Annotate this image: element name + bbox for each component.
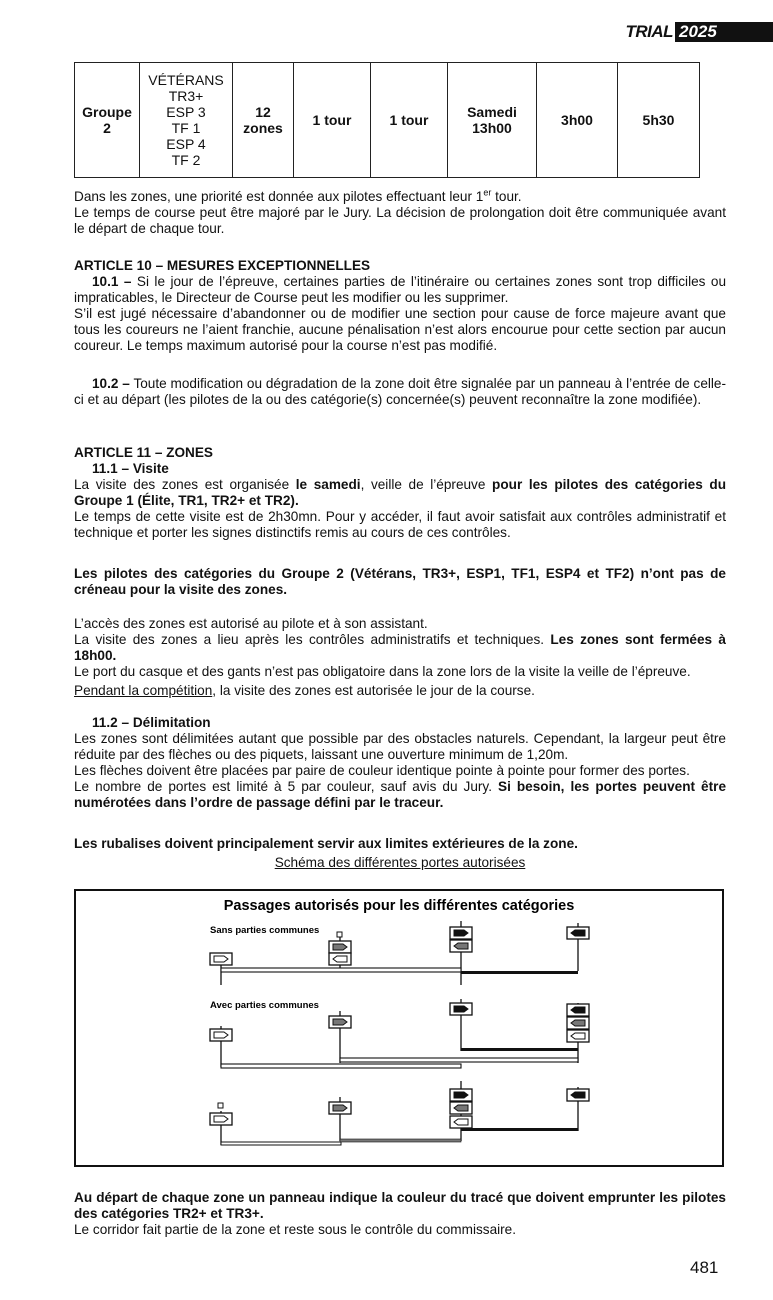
article-11 [74,445,726,541]
diagram-title: Passages autorisés pour les différentes catégories [223,898,575,914]
competition-text [74,683,726,699]
paragraph: 10.1 – Si le jour de l’épreuve, certaines parties de l’itinéraire ou certaines zones sont trop difficiles ou impraticables, le Directeur de Course peut les modifier ou les supprimer. [74,274,726,305]
gate-arrow-black [567,1004,589,1016]
category: ESP 3 [166,104,206,120]
page-number: 481 [690,1258,719,1277]
group-table [74,62,700,178]
group-number: 2 [103,120,111,136]
section-11-2-title: 11.2 – Délimitation [92,715,211,730]
gate-arrow-white [210,1113,232,1125]
paragraph: Au départ de chaque zone un panneau indique la couleur du tracé que doivent emprunter les pilotes des catégories TR2+ et TR3+. [74,1190,726,1221]
tour2-cell: 1 tour [371,63,448,178]
running-header [625,22,773,42]
date-day: Samedi [467,104,517,120]
paragraph: 10.2 – Toute modification ou dégradation de la zone doit être signalée par un panneau à l’entrée de celle-ci et au départ (les pilotes de la ou des catégorie(s) concernée(s) peuvent reconnaître la zone modifiée). [74,376,727,407]
paragraph: Le temps de course peut être majoré par le Jury. La décision de prolongation doit être communiquée avant le départ de chaque tour. [74,205,726,236]
categories-cell [140,63,233,178]
table-row [75,63,700,178]
category: TF 1 [171,120,201,136]
time1-cell: 3h00 [537,63,618,178]
zones-label: zones [243,120,283,136]
row-label-2: Avec parties communes [210,1000,319,1011]
footer-text [74,1190,726,1238]
paragraph: Le port du casque et des gants n’est pas obligatoire dans la zone lors de la visite la veille de l’épreuve. [74,664,691,679]
category: TF 2 [171,152,201,168]
gate-arrow-grey [450,940,472,952]
paragraph: L’accès des zones est autorisé au pilote et à son assistant. [74,616,428,631]
paragraph: Le corridor fait partie de la zone et reste sous le contrôle du commissaire. [74,1222,517,1237]
gate-arrow-black [567,927,589,939]
group2-note [74,566,726,598]
gate-arrow-white [450,1116,472,1128]
gate-arrow-black [450,927,472,939]
gate-arrow-grey [450,1102,472,1114]
gate-arrow-white [329,953,351,965]
gate-arrow-white [210,953,232,965]
group-cell [75,63,140,178]
article-10-title: ARTICLE 10 – MESURES EXCEPTIONNELLES [74,258,371,273]
paragraph: Les zones sont délimitées autant que possible par des obstacles naturels. Cependant, la largeur peut être réduite par des flèches ou des piquets, laissant une ouverture minimum de 1,20m. [74,731,726,762]
gate-arrow-grey [329,1102,351,1114]
category: ESP 4 [166,136,206,152]
article-10-2 [74,376,726,408]
gate-arrow-black [567,1089,589,1101]
row-label-1: Sans parties communes [210,925,320,936]
tour1-cell: 1 tour [294,63,371,178]
paragraph: Les rubalises doivent principalement servir aux limites extérieures de la zone. [74,836,578,851]
paragraph: Dans les zones, une priorité est donnée aux pilotes effectuant leur 1er tour. [74,187,522,204]
zones-count: 12 [255,104,271,120]
section-11-1-title: 11.1 – Visite [92,461,169,476]
zones-cell [233,63,294,178]
paragraph: Les flèches doivent être placées par paire de couleur identique pointe à pointe pour former des portes. [74,763,690,778]
category: TR3+ [168,88,204,104]
gates-diagram [74,889,724,1167]
schema-caption: Schéma des différentes portes autorisées [274,855,526,870]
rubalise-text [74,836,726,871]
gate-arrow-grey [567,1017,589,1029]
group-label: Groupe [82,104,132,120]
category: VÉTÉRANS [148,72,224,88]
header-title: TRIAL [625,22,673,41]
paragraph: Les pilotes des catégories du Groupe 2 (Vétérans, TR3+, ESP1, TF1, ESP4 et TF2) n’ont pas de créneau pour la visite des zones. [74,566,726,597]
date-cell [448,63,537,178]
gate-arrow-white [567,1030,589,1042]
paragraph: La visite des zones est organisée le samedi, veille de l’épreuve pour les pilotes des catégories du Groupe 1 (Élite, TR1, TR2+ et TR2). [74,477,726,508]
gate-arrow-grey [329,941,351,953]
paragraph: Le nombre de portes est limité à 5 par couleur, sauf avis du Jury. Si besoin, les portes peuvent être numérotées dans l’ordre de passage défini par le traceur. [74,779,726,810]
paragraph: La visite des zones a lieu après les contrôles administratifs et techniques. Les zones sont fermées à 18h00. [74,632,726,663]
paragraph: S’il est jugé nécessaire d’abandonner ou de modifier une section pour cause de force majeure avant que tous les coureurs ne l’aient franchie, aucune pénalisation n’est alors encourue pour cette section par aucun coureur. Le temps maximum autorisé pour la course n’est pas modifié. [74,306,726,353]
gate-arrow-black [450,1003,472,1015]
time2-cell: 5h30 [618,63,700,178]
gate-arrow-grey [329,1016,351,1028]
gate-arrow-black [450,1089,472,1101]
row-3 [218,1081,578,1145]
section-11-2 [74,715,726,811]
intro-text [74,189,726,237]
header-year: 2025 [675,22,773,42]
gate-arrow-white [210,1029,232,1041]
article-11-title: ARTICLE 11 – ZONES [74,445,213,460]
article-10 [74,258,726,354]
access-text [74,616,726,680]
paragraph: Pendant la compétition, la visite des zones est autorisée le jour de la course. [74,683,535,698]
date-time: 13h00 [472,120,512,136]
paragraph: Le temps de cette visite est de 2h30mn. Pour y accéder, il faut avoir satisfait aux contrôles administratif et technique et porter les signes distinctifs remis au cours de ces contrôles. [74,509,726,540]
